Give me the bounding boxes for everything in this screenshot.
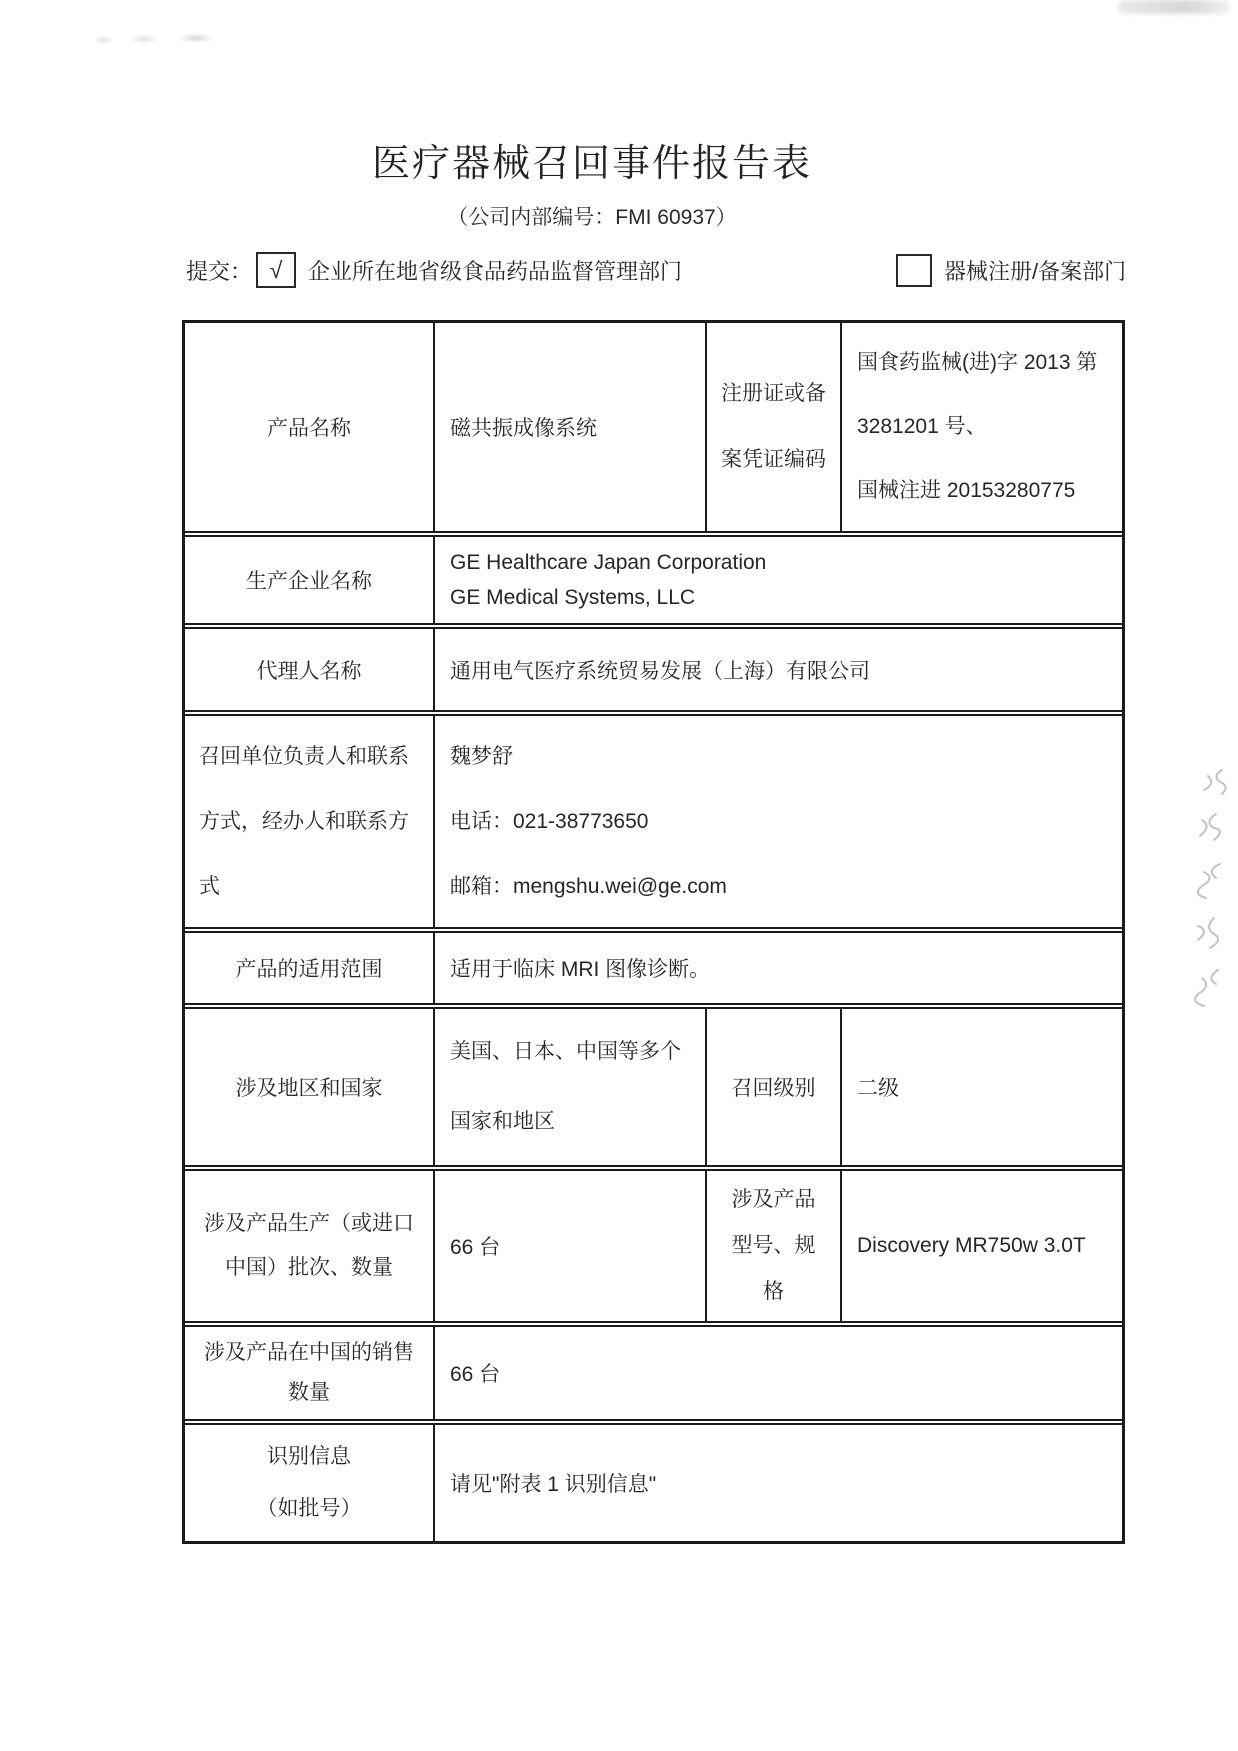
- recall-report-table: [182, 320, 1125, 1544]
- product-name-value: 磁共振成像系统: [433, 323, 705, 531]
- table-row-production-qty: [185, 1165, 1122, 1321]
- submit-option1-label: 企业所在地省级食品药品监督管理部门: [308, 258, 683, 284]
- china-sales-label: 涉及产品在中国的销售 数量: [204, 1341, 414, 1404]
- model-spec-label: 涉及产品 型号、规 格: [705, 1171, 840, 1321]
- table-row-scope: [185, 927, 1122, 1003]
- production-qty-value: 66 台: [433, 1171, 705, 1321]
- manufacturer-value: GE Healthcare Japan Corporation GE Medical Systems, LLC: [433, 537, 1122, 623]
- scan-smudge-top-right: [1118, 0, 1230, 14]
- submit-label: 提交：: [186, 258, 253, 284]
- table-row-agent: [185, 623, 1122, 710]
- reg-cert-label: 注册证或备 案凭证编码: [705, 323, 840, 531]
- table-row-china-sales: [185, 1321, 1122, 1419]
- recall-level-label: 召回级别: [705, 1009, 840, 1165]
- checkbox-registration-department[interactable]: [896, 254, 932, 287]
- page-subtitle: （公司内部编号：FMI 60937）: [447, 206, 737, 229]
- identification-label: 识别信息 （如批号）: [256, 1445, 362, 1520]
- scope-value: 适用于临床 MRI 图像诊断。: [433, 933, 1122, 1003]
- table-row-identification: [185, 1419, 1122, 1541]
- table-row-regions: [185, 1003, 1122, 1165]
- submit-row-right: [896, 250, 1126, 290]
- regions-value: 美国、日本、中国等多个 国家和地区: [433, 1009, 705, 1165]
- checkmark-icon: √: [269, 256, 283, 283]
- contact-label: 召回单位负责人和联系 方式，经办人和联系方 式: [199, 745, 409, 898]
- contact-value: 魏梦舒 电话：021-38773650 邮箱：mengshu.wei@ge.com: [433, 716, 1122, 927]
- agent-label: 代理人名称: [256, 659, 362, 683]
- scope-label: 产品的适用范围: [235, 958, 383, 981]
- table-row-product-name: [185, 323, 1122, 531]
- checkbox-provincial-authority[interactable]: [256, 252, 296, 288]
- recall-level-value: 二级: [840, 1009, 1122, 1165]
- report-header: [0, 132, 1184, 231]
- submit-option2-label: 器械注册/备案部门: [944, 258, 1127, 284]
- product-name-label: 产品名称: [267, 417, 351, 440]
- production-qty-label: 涉及产品生产（或进口 中国）批次、数量: [204, 1212, 414, 1279]
- manufacturer-label: 生产企业名称: [246, 570, 372, 593]
- page-title: 医疗器械召回事件报告表: [371, 143, 812, 185]
- regions-label: 涉及地区和国家: [235, 1077, 383, 1100]
- table-row-manufacturer: [185, 531, 1122, 623]
- scan-smudge-top-left: [92, 32, 222, 46]
- model-spec-value: Discovery MR750w 3.0T: [840, 1171, 1122, 1321]
- handwriting-bleedthrough-artifact: [1178, 756, 1238, 1036]
- submit-row-left: [186, 248, 682, 292]
- reg-cert-value: 国食药监械(进)字 2013 第 3281201 号、 国械注进 20153280775: [840, 323, 1122, 531]
- china-sales-value: 66 台: [433, 1327, 1122, 1419]
- identification-value: 请见"附表 1 识别信息": [433, 1425, 1122, 1541]
- table-row-contact: [185, 710, 1122, 927]
- agent-value: 通用电气医疗系统贸易发展（上海）有限公司: [433, 629, 1122, 710]
